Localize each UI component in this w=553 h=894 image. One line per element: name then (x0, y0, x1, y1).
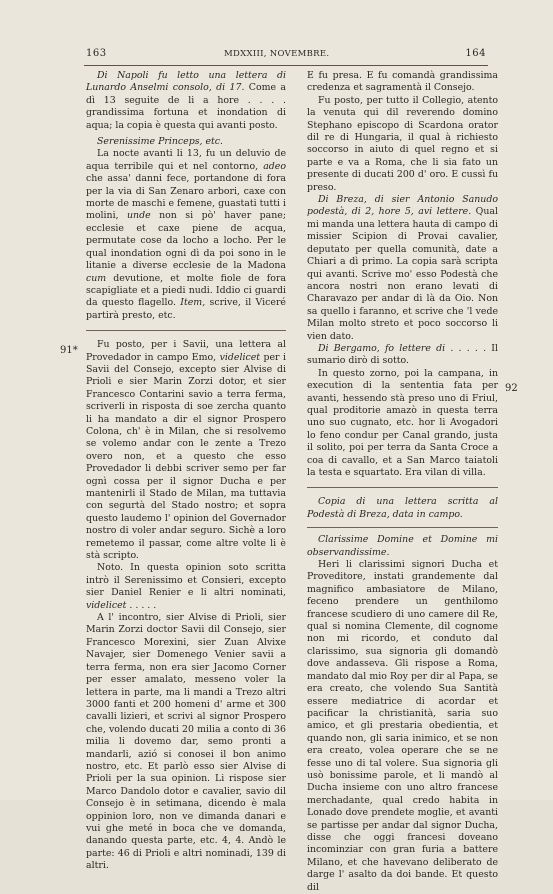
paragraph: Di Bergamo, fo lettere di . . . . . Il sumario dirò di sotto. (307, 342, 498, 367)
paragraph: Noto. In questa opinion soto scritta intrò il Serenissimo et Consieri, excepto sier Daniel Renier e li altri nominati, videlicet . . . . . (86, 562, 286, 611)
section-divider (307, 527, 498, 528)
paragraph: A l' incontro, sier Alvise di Prioli, sier Marin Zorzi doctor Savii dil Consejo, sier Francesco Morexini, sier Zuan Alvixe Navajer, sier Domenego Venier savii a terra ferma, non era sier Jacomo Corner per esser amalato, messeno voler la lettera in parte, ma li mandi a Trezo altri 3000 fanti et 200 homeni d' arme et 300 cavalli lizieri, et scrivi al signor Prospero che, volendo ducati 20 milia a conto di 36 milia li dovemo dar, semo pronti a mandarli, azió si conosei il bon animo nostro, etc. Et parlò esso sier Alvise di Prioli per la sua opinion. Li rispose sier Marco Dandolo dotor e cavalier, savio dil Consejo è in setimana, dicendo è mala oppinion loro, non ve dimanda danari e vui ghe meté in boca che ve domanda, danando questa parte, etc. 4, 4. Andò le parte: 46 di Prioli e altri nominadi, 139 di altri. (86, 612, 286, 872)
page-number-right: 164 (465, 48, 486, 59)
page-number-left: 163 (86, 48, 107, 59)
paragraph: Fu posto, per tutto il Collegio, atento la venuta qui dil reverendo domino Stephano episcopo di Scardona orator dil re di Hungaria, il qual à richiesto soccorso in aiuto di quel regno et si parte e va a Roma, che li sia fato un presente di ducati 200 d' oro. E cussì fu preso. (307, 94, 498, 193)
right-column (307, 70, 498, 894)
paragraph: Di Breza, di sier Antonio Sanudo podestà, di 2, hore 5, avi lettere. Qual mi manda una lettera hauta di campo di missier Scipion di Provai cavalier, deputato per quella comunità, date a Chiari a dì primo. La copia sarà scripta qui avanti. Scrive mo' esso Podestà che ancora nostri non erano levati di Charavazo per andar di là da Oio. Non sa quello i faranno, et scrive che 'l vede Milan molto streto et poco soccorso li vien dato. (307, 194, 498, 342)
margin-note-right: 92 (505, 383, 518, 394)
page-header (86, 48, 486, 62)
paragraph: La nocte avanti li 13, fu un deluvio de aqua terribile qui et nel contorno, adeo che assa' danni fece, portandone di fora per la via di San Zenaro arbori, caxe con morte de maschi e femene, guastati tutti i molini, unde non si pò' haver pane; ecclesie et caxe piene de acqua, permutate cose da locho a locho. Per le qual inondation ogni dì da poi sono in le litanie a diverse ecclesie de la Madona cum devutione, et molte fiole de fora scapigliate et a piedi nudi. Iddio ci guardi da questo flagello. Item, scrive, il Viceré partirà presto, etc. (86, 148, 286, 321)
running-title: MDXXIII, NOVEMBRE. (224, 49, 330, 59)
header-rule (84, 65, 488, 66)
paragraph: E fu presa. E fu comandà grandissima credenza et sagramentà il Consejo. (307, 70, 498, 94)
margin-note-left: 91* (60, 345, 78, 356)
paragraph: Heri li clarissimi signori Ducha et Proveditore, instati grandemente dal magnifico ambasiatore de Milano, feceno prendere un genthilomo francese scudiero di uno camere dil Re, qual si nomina Clemente, dil cognome non mi ricordo, et conduto dal clarissimo, sua signoria gli domandò dove andasseva. Gli rispose a Roma, mandato dal mio Roy per dir al Papa, se era creato, che volendo Sua Santità essere mediatrice di acordar et pacificar la christianità, saria suo amico, et gli prestaria obedientia, et quando non, gli saria inimico, et se non era creato, volea operare che se ne fesse uno di tal volere. Sua signoria gli usò bonissime parole, et li mandò al Ducha insieme con uno altro francese merchadante, qual credo habita in Lonado dove prendete moglie, et avanti se partisse per andar dal signor Ducha, disse che oggi francesi doveano incominziar con gran furia a battere Milano, et che havevano deliberato de darge l' asalto da doi bande. Et questo dil (307, 559, 498, 893)
paragraph: In questo zorno, poi la campana, in execution di la sententia fata per avanti, hessendo stà preso uno di Friul, qual proditorie amazò in questa terra uno suo cugnato, etc. hor li Avogadori lo feno condur per Canal grando, justa il solito, poi per terra da Santa Croce a coa di cavallo, et a San Marco taiatoli la testa e squartato. Era vilan di villa. (307, 367, 498, 478)
paragraph: Fu posto, per i Savii, una lettera al Provedador in campo Emo, videlicet per i Savii del Consejo, excepto sier Alvise di Prioli e sier Marin Zorzi dotor, et sier Francesco Contarini savio a terra ferma, scriverli in risposta di soe zercha quanto li ha mandato a dir el signor Prospero Colona, ch' è in Milan, che si resolvemo se volemo andar con le zente a Trezo overo non, et a questo che esso Provedador li debbi scriver semo per far ognì cossa per il signor Ducha e per mantenirli il Stado de Milan, ma tuttavia con segurtà del Stado nostro; et sopra questo laudemo l' opinion del Governador nostro di voler andar seguro. Sichè a loro remetemo il passar, come altre volte li è stà scripto. (86, 339, 286, 562)
left-column (86, 70, 286, 873)
section-divider (86, 330, 286, 331)
salutation: Serenissime Princeps, etc. (97, 136, 224, 148)
section-divider (307, 487, 498, 488)
paragraph: Di Napoli fu letto una lettera di Lunardo Anselmi consolo, di 17. Come a dì 13 seguite de li a hore . . . . grandissima fortuna et inondation di aqua; la copia è questa qui avanti posto. (86, 70, 286, 131)
letter-salutation: Clarissime Domine et Domine mi observandissime. (307, 534, 498, 558)
letter-title: Copia di una lettera scritta al Podestà di Breza, data in campo. (307, 496, 498, 520)
